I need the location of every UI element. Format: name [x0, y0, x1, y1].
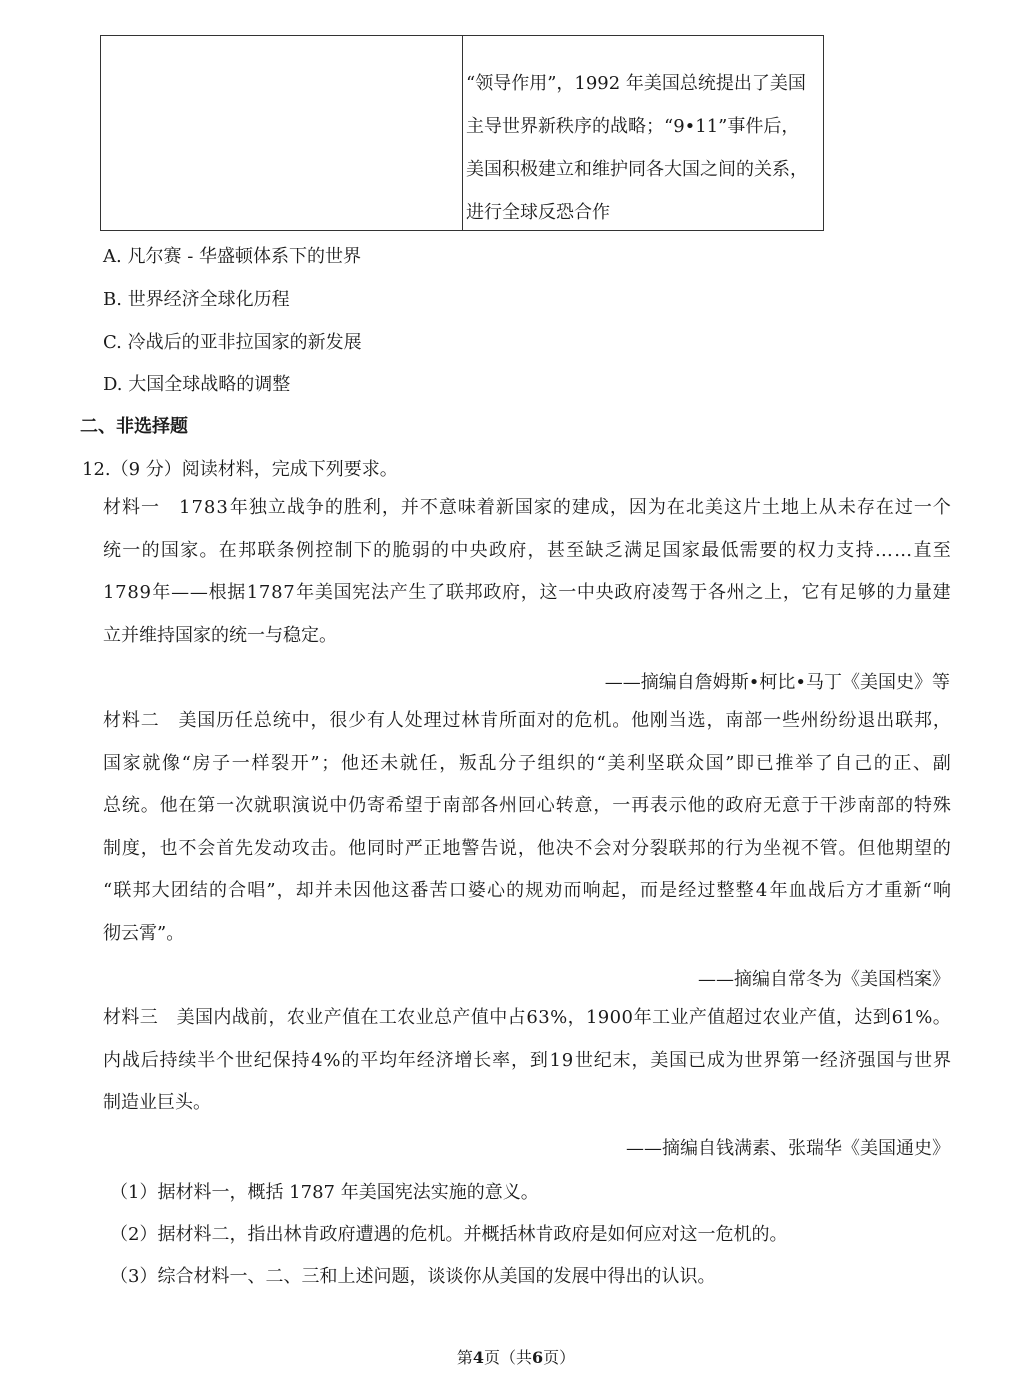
option-text: 世界经济全球化历程 [127, 289, 290, 310]
section-title: 二、非选择题 [80, 416, 188, 437]
option-b[interactable] [103, 285, 290, 311]
option-letter: C. [103, 332, 122, 353]
material-line: 国 家 就 像 “ 房 子 一 样 裂 开 ” ； 他 还 未 就 任 ， 叛 乱 分 子 组 织 的 “ 美 利 坚 联 众 国 ” 即 已 推 举 了 自 己 的 正 、 副 [103, 752, 951, 774]
option-c[interactable] [103, 328, 362, 354]
material-three-source: ——摘编自钱满素、张瑞华《美国通史》 [626, 1138, 950, 1159]
footer-prefix: 第 [456, 1348, 473, 1367]
material-two [103, 700, 951, 956]
subquestion-3: （3）综合材料一、二、三和上述问题，谈谈你从美国的发展中得出的认识。 [110, 1266, 716, 1287]
material-line: 制造业巨头。 [103, 1092, 211, 1114]
comparison-table [100, 35, 824, 231]
material-one [103, 487, 951, 657]
footer-total-pages: 6 [532, 1348, 544, 1367]
footer-mid: 页（共 [483, 1348, 532, 1367]
material-line: 1 7 8 9 年 — — 根 据 1 7 8 7 年 美 国 宪 法 产 生 了 联 邦 政 府 ， 这 一 中 央 政 府 凌 驾 于 各 州 之 上 ， 它 有 足 够 的 力 量 建 [103, 582, 951, 604]
table-line: 主导世界新秩序的战略；“9•11”事件后， [466, 116, 800, 137]
table-line: 美国积极建立和维护同各大国之间的关系， [466, 159, 808, 180]
material-line: 彻云霄”。 [103, 922, 185, 944]
table-right-cell [463, 36, 823, 230]
material-line: 材 料 三 美 国 内 战 前 ， 农 业 产 值 在 工 农 业 总 产 值 中 占 6 3 % ， 1 9 0 0 年 工 业 产 值 超 过 农 业 产 值 ， 达 到 6 1 % 。 [103, 1007, 951, 1028]
option-letter: A. [103, 246, 122, 267]
material-line: 制 度 ， 也 不 会 首 先 发 动 攻 击 。 他 同 时 严 正 地 警 告 说 ， 他 决 不 会 对 分 裂 联 邦 的 行 为 坐 视 不 管 。 但 他 期 望 的 [103, 837, 951, 859]
option-d[interactable] [103, 370, 290, 396]
table-left-cell [101, 36, 463, 230]
table-line: “领导作用”，1992 年美国总统提出了美国 [466, 73, 806, 94]
option-letter: B. [103, 289, 122, 310]
footer-suffix: 页） [543, 1348, 576, 1367]
material-line: 总 统 。 他 在 第 一 次 就 职 演 说 中 仍 寄 希 望 于 南 部 各 州 回 心 转 意 ， 一 再 表 示 他 的 政 府 无 意 于 干 涉 南 部 的 特 殊 [103, 795, 951, 817]
footer-page-number: 4 [472, 1348, 484, 1367]
material-line: 内 战 后 持 续 半 个 世 纪 保 持 4 % 的 平 均 年 经 济 增 长 率 ， 到 1 9 世 纪 末 ， 美 国 已 成 为 世 界 第 一 经 济 强 国 与 世 界 [103, 1049, 951, 1071]
material-line: 立并维持国家的统一与稳定。 [103, 624, 337, 646]
subquestion-2: （2）据材料二，指出林肯政府遭遇的危机。并概括林肯政府是如何应对这一危机的。 [110, 1224, 788, 1245]
material-line: “ 联 邦 大 团 结 的 合 唱 ” ， 却 并 未 因 他 这 番 苦 口 婆 心 的 规 劝 而 响 起 ， 而 是 经 过 整 整 4 年 血 战 后 方 才 重 新 “ 响 [103, 880, 951, 902]
option-letter: D. [103, 374, 123, 395]
table-line: 进行全球反恐合作 [466, 202, 610, 223]
option-text: 大国全球战略的调整 [128, 374, 291, 395]
material-line: 材 料 二 美 国 历 任 总 统 中 ， 很 少 有 人 处 理 过 林 肯 所 面 对 的 危 机 。 他 刚 当 选 ， 南 部 一 些 州 纷 纷 退 出 联 邦 ， [103, 710, 951, 731]
option-text: 冷战后的亚非拉国家的新发展 [127, 332, 362, 353]
material-line: 统 一 的 国 家 。 在 邦 联 条 例 控 制 下 的 脆 弱 的 中 央 政 府 ， 甚 至 缺 乏 满 足 国 家 最 低 需 要 的 权 力 支 持 … … 直 至 [103, 539, 951, 561]
material-two-source: ——摘编自常冬为《美国档案》 [698, 969, 950, 990]
option-a[interactable] [103, 242, 361, 268]
material-one-source: ——摘编自詹姆斯•柯比•马丁《美国史》等 [604, 672, 950, 693]
material-line: 材 料 一 1 7 8 3 年 独 立 战 争 的 胜 利 ， 并 不 意 味 着 新 国 家 的 建 成 ， 因 为 在 北 美 这 片 土 地 上 从 未 存 在 过 一 个 [103, 497, 951, 518]
option-text: 凡尔赛 - 华盛顿体系下的世界 [127, 246, 361, 267]
page-footer [0, 1345, 1032, 1368]
question-stem: 12.（9 分）阅读材料，完成下列要求。 [82, 459, 398, 480]
material-three [103, 997, 951, 1125]
subquestion-1: （1）据材料一，概括 1787 年美国宪法实施的意义。 [110, 1182, 539, 1203]
